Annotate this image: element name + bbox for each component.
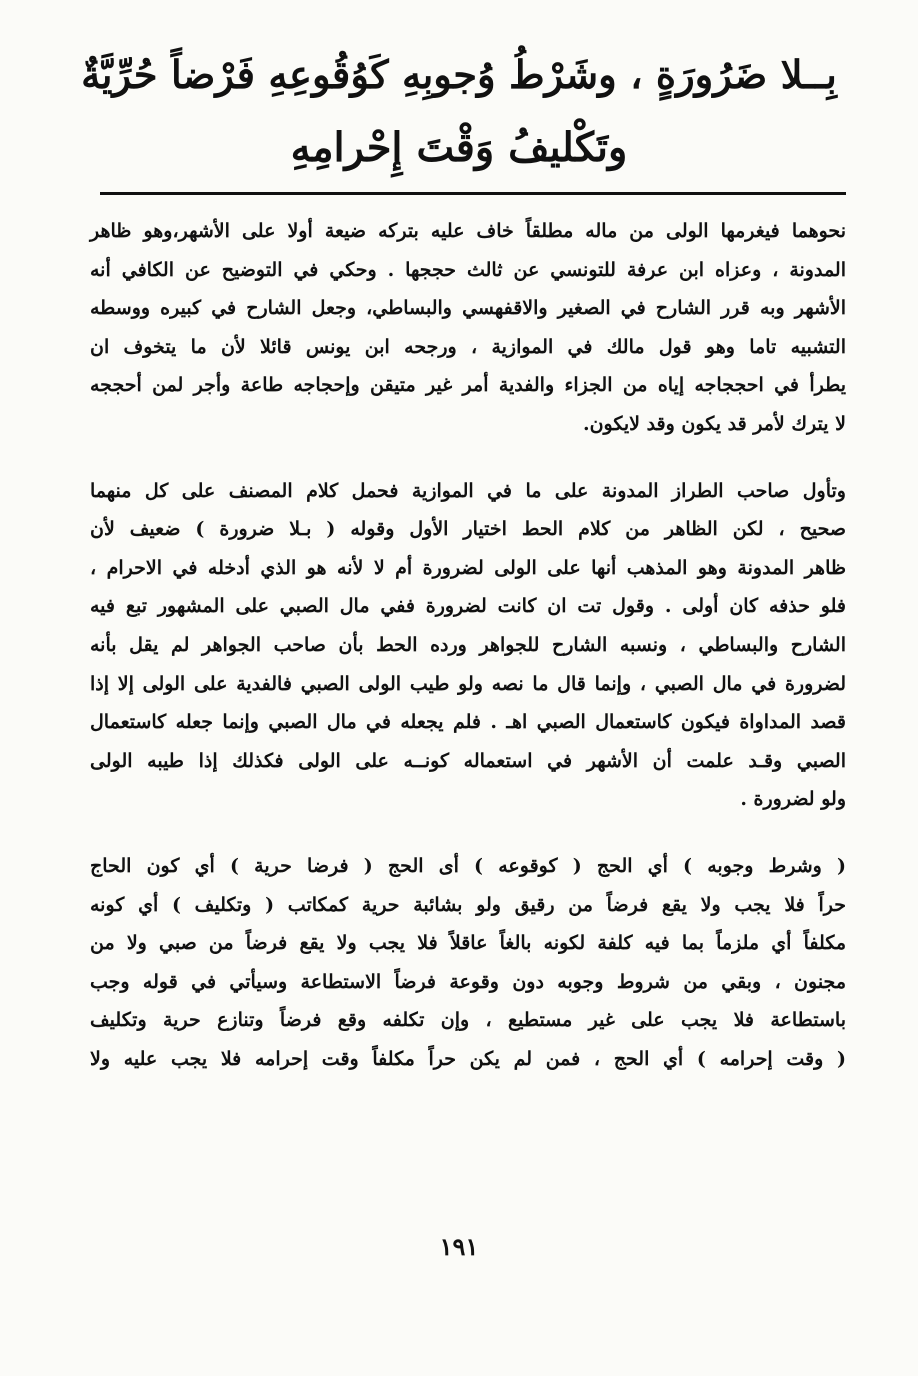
header-line-1: بِــلا ضَرُورَةٍ ، وشَرْطُ وُجوبِهِ كَوُقُوعِهِ فَرْضاً حُرِّيَّةٌ: [81, 53, 837, 98]
text-line: الصبي وقـد علمت أن الأشهر في استعماله كونــه على الولى فكذلك إذا طيبه الولى: [90, 749, 846, 772]
paragraph-2: [90, 472, 846, 819]
text-line: ( وشرط وجوبه ) أي الحج ( كوقوعه ) أى الحج ( فرضا حرية ) أي كون الحاج: [90, 854, 846, 877]
text-line: مجنون ، وبقي من شروط وجوبه دون وقوعة فرضاً الاستطاعة وسيأتي في قوله وجب: [90, 970, 846, 993]
body-text: [90, 212, 846, 1078]
text-line: المدونة ، وعزاه ابن عرفة للتونسي عن ثالث حججها . وحكي في التوضيح عن الكافي أنه: [90, 258, 846, 281]
text-line: ولو لضرورة .: [740, 788, 846, 811]
text-line: ظاهر المدونة وهو المذهب أنها على الولى لضرورة أم لا لأنه هو الذي أدخله في الاحرام ،: [90, 556, 846, 579]
page-header: [80, 40, 838, 184]
text-line: وتأول صاحب الطراز المدونة على ما في الموازية فحمل كلام المصنف على كل منهما: [90, 479, 846, 502]
paragraph-3: [90, 847, 846, 1079]
header-line-2: وتَكْليفُ وَقْتَ إِحْرامِهِ: [290, 124, 628, 171]
text-line: نحوهما فيغرمها الولى من ماله مطلقاً خاف عليه بتركه ضيعة أولا على الأشهر،وهو ظاهر: [90, 220, 846, 242]
text-line: صحيح ، لكن الظاهر من كلام الحط اختيار الأول وقوله ( بـلا ضرورة ) ضعيف لأن: [90, 518, 846, 541]
text-line: قصد المداواة فيكون كاستعمال الصبي اهـ . فلم يجعله في مال الصبي وإنما جعله كاستعمال: [90, 711, 846, 734]
text-line: لضرورة في مال الصبي ، وإنما قال ما نصه ولو طيب الولى الصبي فالفدية على الولى إلا إذا: [90, 672, 846, 695]
paragraph-1: [90, 212, 846, 444]
text-line: مكلفاً أي ملزماً بما فيه كلفة لكونه بالغاً عاقلاً فلا يجب ولا يقع فرضاً من صبي ولا من: [90, 932, 846, 955]
text-line: الشارح والبساطي ، ونسبه الشارح للجواهر ورده الحط بأن صاحب الجواهر لم يقل بأنه: [90, 633, 846, 656]
text-line: التشبيه تاما وهو قول مالك في الموازية ، ورجحه ابن يونس قائلا لأن ما يتخوف ان: [90, 335, 846, 358]
page-number: ١٩١: [439, 1232, 479, 1261]
text-line: ( وقت إحرامه ) أي الحج ، فمن لم يكن حراً مكلفاً وقت إحرامه فلا يجب عليه ولا: [90, 1047, 846, 1070]
text-line: لا يترك لأمر قد يكون وقد لايكون.: [582, 412, 846, 435]
text-line: حراً فلا يجب ولا يقع فرضاً من رقيق ولو بشائبة حرية كمكاتب ( وتكليف ) أي كونه: [90, 893, 846, 916]
text-line: فلو حذفه كان أولى . وقول تت ان كانت لضرورة ففي مال الصبي على المشهور تبع فيه: [90, 595, 846, 618]
text-line: الأشهر وبه قرر الشارح في الصغير والاقفهسي والبساطي، وجعل الشارح في كبيره ووسطه: [90, 297, 846, 320]
text-line: يطرأ في احججاجه إياه من الجزاء والفدية أمر غير متيقن وإحجاجه طاعة وأجر لمن أحججه: [90, 374, 846, 397]
text-line: باستطاعة فلا يجب على غير مستطيع ، وإن تكلفه وقع فرضاً وتنازع حرية وتكليف: [90, 1009, 846, 1032]
header-divider: [100, 192, 846, 195]
